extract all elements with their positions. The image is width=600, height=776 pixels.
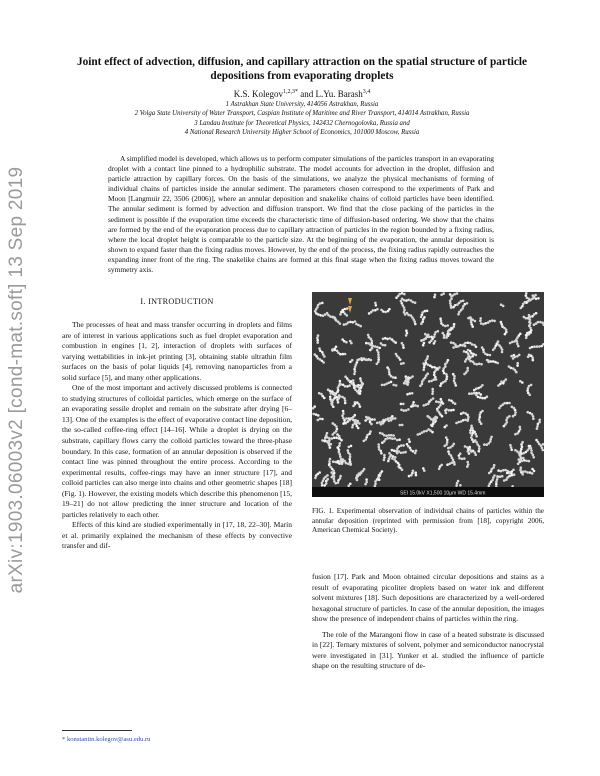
paragraph: Effects of this kind are studied experimentally in [17, 18, 22–30]. Marín et al. primarily explained the mechanism of these effects by convective transfer and dif- xyxy=(62,520,292,551)
paragraph: The role of the Marangoni flow in case of a heated substrate is discussed in [22]. Ternary mixtures of solvent, polymer and semiconductor nanocrystal were investigated in [31]. Yunker et al. studied the influence of particle shape on the resulting structure of de- xyxy=(312,629,544,671)
affiliation-3: 3 Landau Institute for Theoretical Physics, 142432 Chernogolovka, Russia and xyxy=(194,119,410,127)
paper-title: Joint effect of advection, diffusion, and capillary attraction on the spatial structure of particle depositions from evaporating droplets xyxy=(76,56,528,82)
affiliation-2: 2 Volga State University of Water Transport, Caspian Institute of Maritime and River Transport, 414014 Astrakhan, Russia xyxy=(134,110,470,118)
affiliation-4: 4 National Research University Higher School of Economics, 101000 Moscow, Russia xyxy=(184,129,420,137)
affiliations xyxy=(50,100,554,138)
left-column xyxy=(62,320,292,552)
email-link[interactable]: * konstantin.kolegov@asu.edu.ru xyxy=(62,736,151,743)
paragraph: One of the most important and actively discussed problems is connected to studying structures of colloidal particles, which emerge on the surface of an evaporating sessile droplet and remain on the substrate after drying [6–13]. One of the examples is the effect of evaporative contact line deposition, the so-called coffee-ring effect [14–16]. While a droplet is drying on the substrate, capillary flows carry the colloid particles toward the three-phase boundary. In this case, formation of an annular deposition is observed if the contact line was pinned throughout the entire process. According to the experimental results, coffee-rings may have an inner structure [17], and colloid particles can also merge into chains and other geometric shapes [18] (Fig. 1). However, the existing models which describe this phenomenon [15, 19–21] do not allow predicting the inner structure and location of the particles relatively to each other. xyxy=(62,383,292,519)
footnote-rule xyxy=(62,730,132,731)
arxiv-stamp-text: arXiv:1903.06003v2 [cond-mat.soft] 13 Sep 2019 xyxy=(6,166,27,594)
authors: K.S. Kolegov$^{1,2,3*}$ and L.Yu. Barash$^{3,4}$ xyxy=(233,89,371,99)
paragraph: fusion [17]. Park and Moon obtained circular depositions and stains as a result of evaporating picoliter droplets based on water ink and different solvent mixtures [18]. Such depositions are characterized by a well-ordered hexagonal structure of particles. In case of the annular deposition, the images show the presence of independent chains of particles within the ring. xyxy=(312,572,544,624)
right-column xyxy=(312,572,544,672)
scale-bar-text: SEI 15.0kV X1,500 10µm WD 15.4mm xyxy=(400,490,486,497)
paragraph: The processes of heat and mass transfer occurring in droplets and films are of interest in various applications such as fuel droplet evaporation and combustion in engines [1, 2], interaction of droplets with surfaces of varying wettabilities in ink-jet printing [3], obtaining stable ultrathin film surfaces on the basis of polar liquids [4], removing nanoparticles from a solid surface [5], and many other applications. xyxy=(62,320,292,382)
arxiv-stamp xyxy=(2,165,32,595)
section-heading: I. INTRODUCTION xyxy=(140,297,214,306)
affiliation-1: 1 Astrakhan State University, 414056 Astrakhan, Russia xyxy=(225,101,379,108)
figure-sem-image xyxy=(312,292,544,497)
abstract: A simplified model is developed, which allows us to perform computer simulations of the particles transport in an evaporating droplet with a contact line pinned to a hydrophilic substrate. The model accounts for advection in the droplet, diffusion and particle attraction by capillary forces. On the basis of the simulations, we analyze the physical mechanisms of forming of individual chains of particles inside the annular sediment. The parameters chosen correspond to the experiments of Park and Moon [Langmuir 22, 3506 (2006)], where an annular deposition and snakelike chains of colloid particles have been identified. The annular sediment is formed by advection and diffusion transport. We find that the close packing of the particles in the sediment is possible if the evaporation time exceeds the characteristic time of diffusion-based ordering. We show that the chains are formed by the end of the evaporation process due to capillary attraction of particles in the region bounded by a fixing radius, where the local droplet height is comparable to the particle size. At the beginning of the evaporation, the annular deposition is shown to expand faster than the fixing radius moves. However, by the end of the process, the fixing radius rapidly outreaches the expanding inner front of the ring. The snakelike chains are formed at this final stage when the fixing radius moves toward the symmetry axis. xyxy=(108,154,494,275)
figure-caption: FIG. 1. Experimental observation of individual chains of particles within the annular deposition (reprinted with permission from [18], copyright 2006, American Chemical Society). xyxy=(312,507,544,535)
footnote xyxy=(62,736,150,743)
sem-micrograph xyxy=(312,292,544,497)
